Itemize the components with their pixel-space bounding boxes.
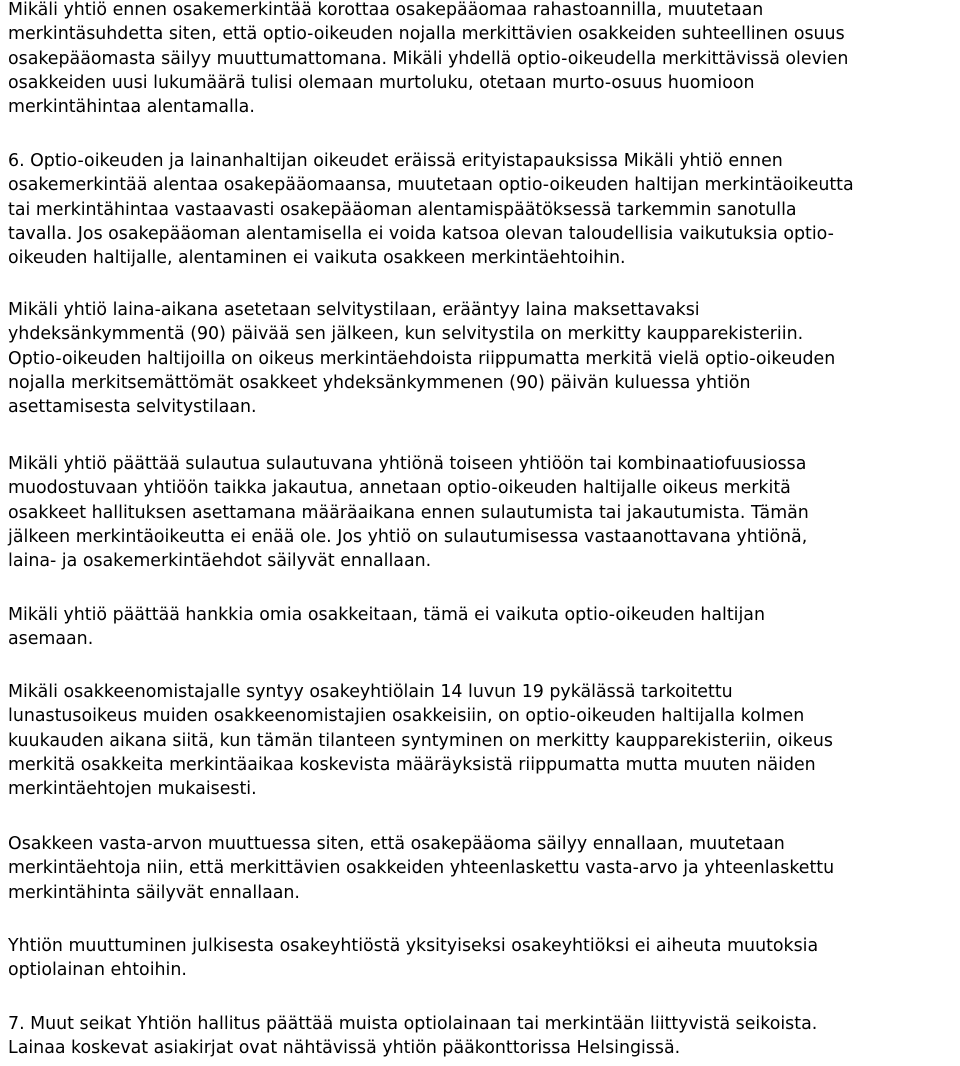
text-line: merkintähintaa alentamalla.	[8, 97, 255, 118]
text-line: lunastusoikeus muiden osakkeenomistajien osakkeisiin, on optio-oikeuden haltijalla kolmen	[8, 706, 805, 727]
text-line: Mikäli yhtiö päättää hankkia omia osakkeitaan, tämä ei vaikuta optio-oikeuden haltijan	[8, 605, 765, 625]
text-line: merkintäehtoja niin, että merkittävien osakkeiden yhteenlaskettu vasta-arvo ja yhteenlaskettu	[8, 858, 835, 879]
text-line: asettamisesta selvitystilaan.	[8, 397, 257, 418]
text-line: Mikäli osakkeenomistajalle syntyy osakeyhtiölain 14 luvun 19 pykälässä tarkoitettu	[8, 682, 733, 702]
text-line: Mikäli yhtiö ennen osakemerkintää korottaa osakepääomaa rahastoannilla, muutetaan	[8, 0, 764, 20]
text-line: Osakkeen vasta-arvon muuttuessa siten, että osakepääoma säilyy ennallaan, muutetaan	[8, 834, 785, 854]
text-line: 7. Muut seikat Yhtiön hallitus päättää muista optiolainaan tai merkintään liittyvistä seikoista.	[8, 1014, 818, 1034]
text-line: Lainaa koskevat asiakirjat ovat nähtävissä yhtiön pääkonttorissa Helsingissä.	[8, 1038, 681, 1059]
paragraph-vasta-arvo	[8, 832, 956, 905]
text-line: osakemerkintää alentaa osakepääomaansa, muutetaan optio-oikeuden haltijan merkintäoikeutta	[8, 175, 854, 196]
text-line: Mikäli yhtiö laina-aikana asetetaan selvitystilaan, erääntyy laina maksettavaksi	[8, 300, 700, 320]
paragraph-selvitystila	[8, 298, 956, 419]
text-line: Optio-oikeuden haltijoilla on oikeus merkintäehdoista riippumatta merkitä vielä optio-oikeuden	[8, 348, 836, 369]
text-line: laina- ja osakemerkintäehdot säilyvät ennallaan.	[8, 551, 432, 572]
text-line: oikeuden haltijalle, alentaminen ei vaikuta osakkeen merkintäehtoihin.	[8, 248, 626, 269]
text-line: asemaan.	[8, 629, 94, 650]
text-line: osakkeet hallituksen asettamana määräaikana ennen sulautumista tai jakautumista. Tämän	[8, 502, 809, 523]
paragraph-section-7	[8, 1012, 956, 1061]
paragraph-lunastusoikeus	[8, 680, 956, 801]
text-line: nojalla merkitsemättömät osakkeet yhdeksänkymmenen (90) päivän kuluessa yhtiön	[8, 372, 751, 393]
text-line: merkintähinta säilyvät ennallaan.	[8, 882, 300, 903]
text-line: tai merkintähintaa vastaavasti osakepääoman alentamispäätöksessä tarkemmin sanotulla	[8, 199, 797, 220]
text-line: Mikäli yhtiö päättää sulautua sulautuvana yhtiönä toiseen yhtiöön tai kombinaatiofuusiossa	[8, 454, 807, 474]
paragraph-yhtiomuoto	[8, 934, 956, 983]
text-line: merkintäsuhdetta siten, että optio-oikeuden nojalla merkittävien osakkeiden suhteellinen osuus	[8, 24, 845, 45]
text-line: muodostuvaan yhtiöön taikka jakautua, annetaan optio-oikeuden haltijalle oikeus merkitä	[8, 478, 791, 499]
text-line: merkitä osakkeita merkintäaikaa koskevista määräyksistä riippumatta mutta muuten näiden	[8, 754, 816, 775]
text-line: merkintäehtojen mukaisesti.	[8, 779, 257, 800]
paragraph-omat-osakkeet	[8, 603, 956, 652]
paragraph-sulautuminen	[8, 452, 956, 573]
paragraph-section-6	[8, 149, 956, 270]
text-line: jälkeen merkintäoikeutta ei enää ole. Jos yhtiö on sulautumisessa vastaanottavana yhtiönä,	[8, 526, 808, 547]
text-line: optiolainan ehtoihin.	[8, 960, 187, 981]
text-line: kuukauden aikana siitä, kun tämän tilanteen syntyminen on merkitty kaupparekisteriin, oikeus	[8, 730, 833, 751]
text-line: Yhtiön muuttuminen julkisesta osakeyhtiöstä yksityiseksi osakeyhtiöksi ei aiheuta muutoksia	[8, 936, 819, 956]
text-line: osakepääomasta säilyy muuttumattomana. Mikäli yhdellä optio-oikeudella merkittävissä olevien	[8, 48, 849, 69]
text-line: tavalla. Jos osakepääoman alentamisella ei voida katsoa olevan taloudellisia vaikutuksia optio-	[8, 223, 834, 244]
text-line: yhdeksänkymmentä (90) päivää sen jälkeen, kun selvitystila on merkitty kaupparekisteriin.	[8, 324, 804, 345]
text-line: osakkeiden uusi lukumäärä tulisi olemaan murtoluku, otetaan murto-osuus huomioon	[8, 72, 755, 93]
paragraph-rahastoanti	[8, 0, 956, 119]
text-line: 6. Optio-oikeuden ja lainanhaltijan oikeudet eräissä erityistapauksissa Mikäli yhtiö ennen	[8, 151, 783, 171]
